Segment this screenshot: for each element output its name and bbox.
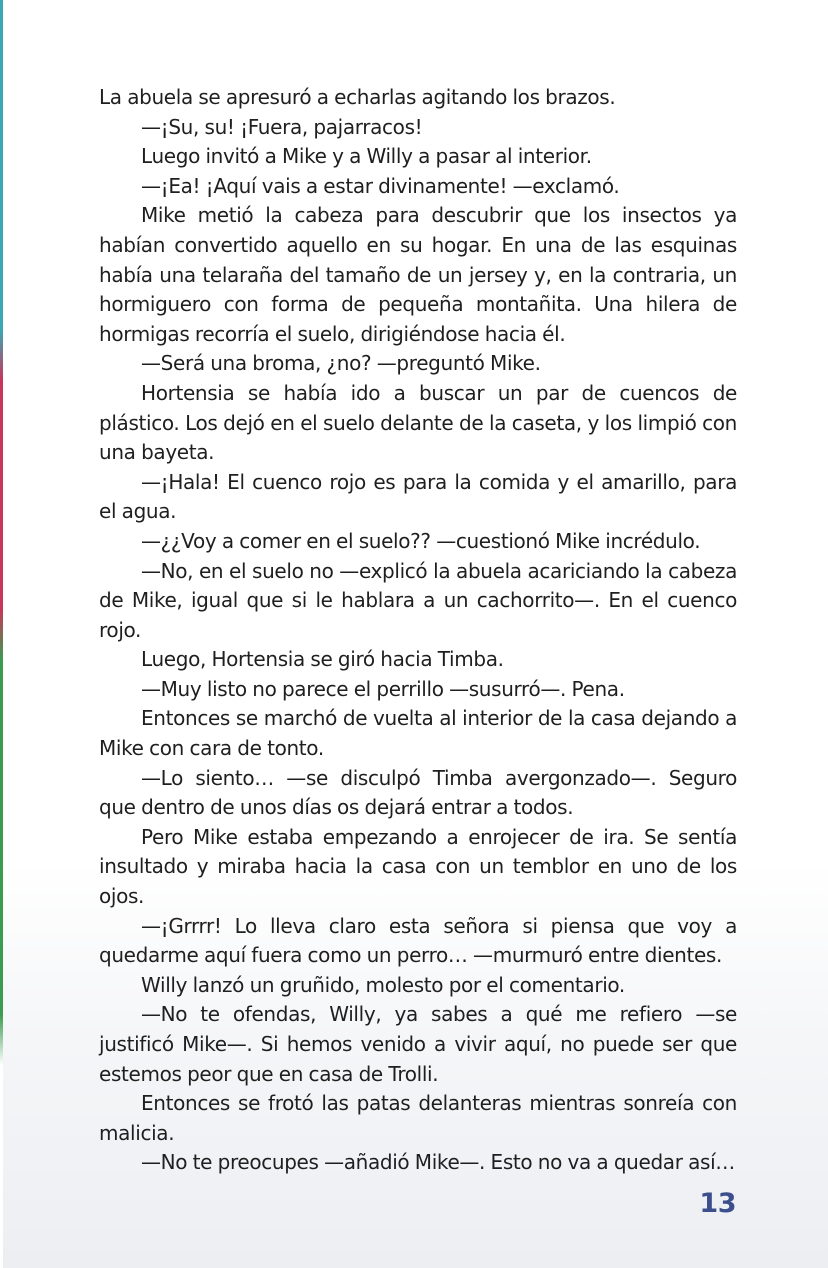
paragraph: —Lo siento… —se disculpó Timba avergonzado—. Seguro que dentro de unos días os dejará entrar a todos. <box>99 765 737 820</box>
paragraph: —Muy listo no parece el perrillo —susurró—. Pena. <box>141 676 625 701</box>
paragraph: —No te preocupes —añadió Mike—. Esto no va a quedar así… <box>141 1150 735 1175</box>
page-number: 13 <box>699 1188 736 1219</box>
paragraph: Mike metió la cabeza para descubrir que los insectos ya habían convertido aquello en su hogar. En una de las esquinas había una telaraña del tamaño de un jersey y, en la contraria, un hormiguero con forma de pequeña montañita. Una hilera de hormigas recorría el suelo, dirigiéndose hacia él. <box>99 203 737 346</box>
body-text <box>99 83 737 1178</box>
paragraph: Willy lanzó un gruñido, molesto por el comentario. <box>141 972 625 997</box>
paragraph: —¡Hala! El cuenco rojo es para la comida y el amarillo, para el agua. <box>99 469 737 524</box>
paragraph: Hortensia se había ido a buscar un par de cuencos de plástico. Los dejó en el suelo delante de la caseta, y los limpió con una bayeta. <box>99 380 737 465</box>
paragraph: Luego, Hortensia se giró hacia Timba. <box>141 647 504 672</box>
paragraph: —No te ofendas, Willy, ya sabes a qué me refiero —se justificó Mike—. Si hemos venido a vivir aquí, no puede ser que estemos peor que en casa de Trolli. <box>99 1002 737 1086</box>
paragraph: —¡Su, su! ¡Fuera, pajarracos! <box>141 114 423 139</box>
paragraph: —¡Ea! ¡Aquí vais a estar divinamente! —exclamó. <box>141 173 620 198</box>
paragraph: —No, en el suelo no —explicó la abuela acariciando la cabeza de Mike, igual que si le hablara a un cachorrito—. En el cuenco rojo. <box>99 558 737 642</box>
paragraph: —¡Grrrr! Lo lleva claro esta señora si piensa que voy a quedarme aquí fuera como un perro… —murmuró entre dientes. <box>99 913 737 968</box>
paragraph: La abuela se apresuró a echarlas agitando los brazos. <box>99 85 616 109</box>
paragraph: Pero Mike estaba empezando a enrojecer de ira. Se sentía insultado y miraba hacia la casa con un temblor en uno de los ojos. <box>99 824 737 909</box>
paragraph: Entonces se frotó las patas delanteras mientras sonreía con malicia. <box>99 1091 737 1145</box>
paragraph: Luego invitó a Mike y a Willy a pasar al interior. <box>141 144 592 169</box>
paragraph: —¿¿Voy a comer en el suelo?? —cuestionó Mike incrédulo. <box>141 528 701 553</box>
page-edge-color-strip <box>0 0 3 1268</box>
paragraph: —Será una broma, ¿no? —preguntó Mike. <box>141 351 541 376</box>
paragraph: Entonces se marchó de vuelta al interior de la casa dejando a Mike con cara de tonto. <box>99 706 737 761</box>
